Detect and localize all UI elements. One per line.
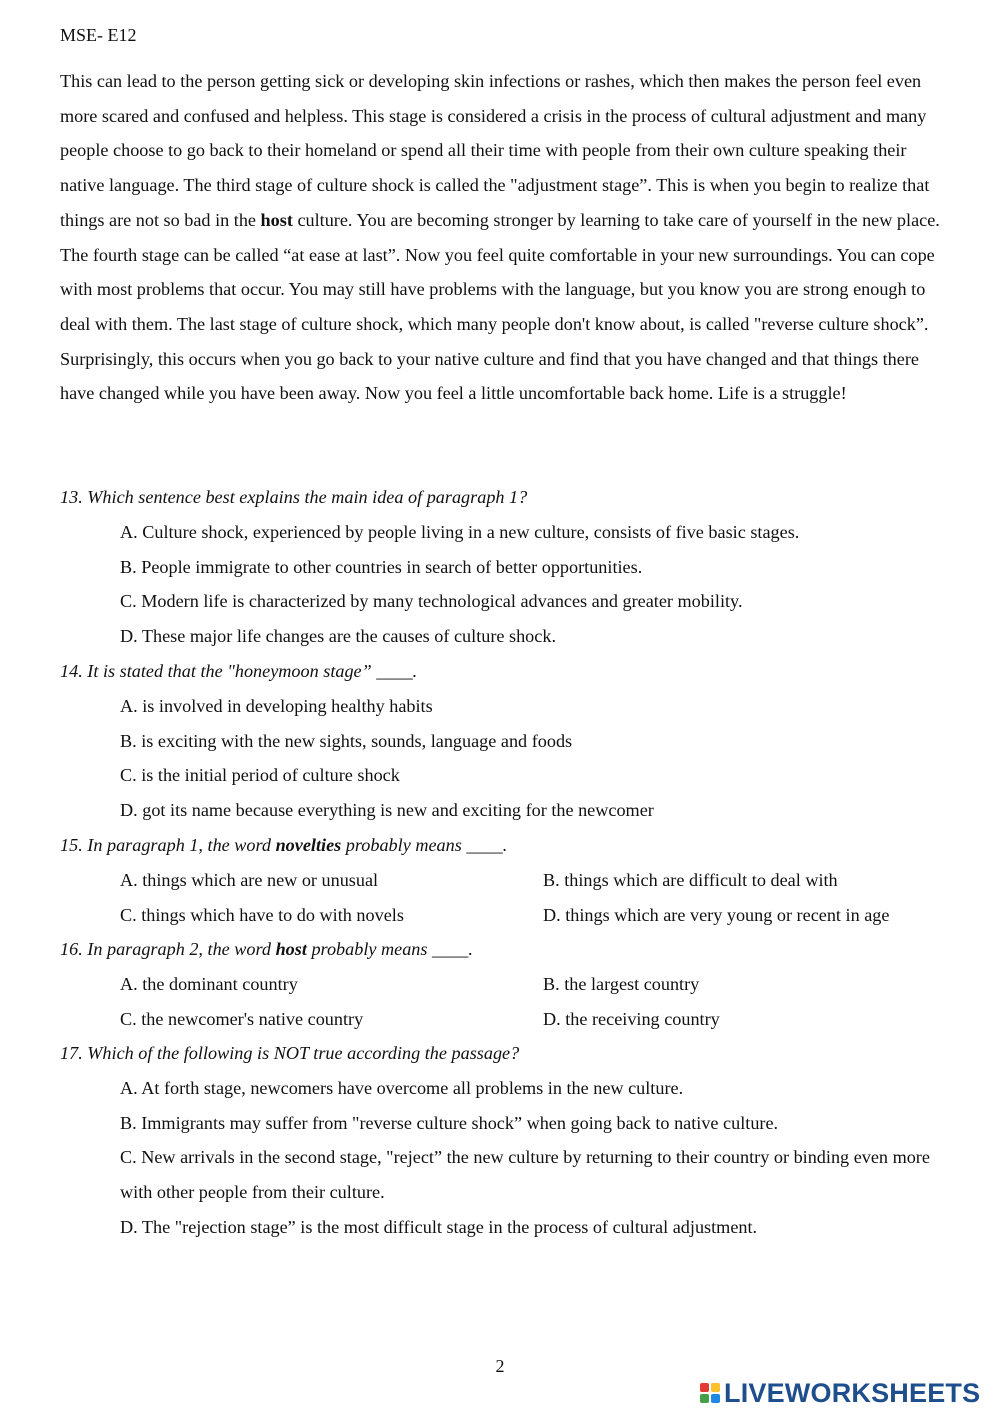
question-15-option-c[interactable]: C. things which have to do with novels xyxy=(120,905,404,925)
question-13-option-a[interactable]: A. Culture shock, experienced by people living in a new culture, consists of five basic stages. xyxy=(120,522,800,542)
question-17-option-c[interactable]: C. New arrivals in the second stage, "reject” the new culture by returning to their country or binding even more with other people from their culture. xyxy=(120,1147,930,1202)
logo-square-blue xyxy=(711,1394,720,1403)
question-15-option-d[interactable]: D. things which are very young or recent in age xyxy=(543,905,890,925)
question-16-stem-end: probably means ____. xyxy=(306,939,473,959)
passage-keyword-host: host xyxy=(260,209,293,230)
question-16-option-c[interactable]: C. the newcomer's native country xyxy=(120,1009,364,1029)
question-13-stem: 13. Which sentence best explains the main idea of paragraph 1? xyxy=(60,487,528,507)
logo-square-yellow xyxy=(711,1383,720,1392)
liveworksheets-logo-text: LIVEWORKSHEETS xyxy=(724,1377,981,1408)
question-16-option-a[interactable]: A. the dominant country xyxy=(120,974,298,994)
question-14-stem: 14. It is stated that the "honeymoon stage” ____. xyxy=(60,661,418,681)
question-16-option-d[interactable]: D. the receiving country xyxy=(543,1009,720,1029)
question-14-option-d[interactable]: D. got its name because everything is new and exciting for the newcomer xyxy=(120,800,654,820)
question-15-keyword: novelties xyxy=(275,835,342,855)
question-15-stem-start: 15. In paragraph 1, the word xyxy=(60,835,276,855)
question-13-option-d[interactable]: D. These major life changes are the causes of culture shock. xyxy=(120,626,556,646)
logo-square-red xyxy=(700,1383,709,1392)
question-15-stem xyxy=(60,835,507,856)
question-16-keyword: host xyxy=(275,939,307,959)
passage-text-part-2: culture. You are becoming stronger by learning to take care of yourself in the new place. The fourth stage can be called “at ease at last”. Now you feel quite comfortable in your new surroundings. You can cope with most problems that occur. You may still have problems with the language, but you know you are strong enough to deal with them. The last stage of culture shock, which many people don't know about, is called "reverse culture shock”. Surprisingly, this occurs when you go back to your native culture and find that you have changed and that things there have changed while you have been away. Now you feel a little uncomfortable back home. Life is a struggle! xyxy=(60,209,940,404)
reading-passage xyxy=(60,64,940,411)
passage-text-part-1: This can lead to the person getting sick or developing skin infections or rashes, which then makes the person feel even more scared and confused and helpless. This stage is considered a crisis in the process of cultural adjustment and many people choose to go back to their homeland or spend all their time with people from their own culture speaking their native language. The third stage of culture shock is called the "adjustment stage”. This is when you begin to realize that things are not so bad in the xyxy=(60,71,930,230)
liveworksheets-logo xyxy=(700,1378,980,1408)
question-14-option-b[interactable]: B. is exciting with the new sights, sounds, language and foods xyxy=(120,731,573,751)
question-15-option-a[interactable]: A. things which are new or unusual xyxy=(120,870,379,890)
question-14-option-c[interactable]: C. is the initial period of culture shock xyxy=(120,765,400,785)
liveworksheets-logo-icon xyxy=(700,1383,720,1403)
question-16-stem-start: 16. In paragraph 2, the word xyxy=(60,939,276,959)
question-17-option-d[interactable]: D. The "rejection stage” is the most difficult stage in the process of cultural adjustment. xyxy=(120,1217,758,1237)
question-15-stem-end: probably means ____. xyxy=(341,835,508,855)
question-16-stem xyxy=(60,939,473,960)
question-17-option-b[interactable]: B. Immigrants may suffer from "reverse culture shock” when going back to native culture. xyxy=(120,1113,779,1133)
question-13-option-b[interactable]: B. People immigrate to other countries in search of better opportunities. xyxy=(120,557,643,577)
question-15-option-b[interactable]: B. things which are difficult to deal with xyxy=(543,870,838,890)
page-number: 2 xyxy=(495,1356,505,1376)
document-code: MSE- E12 xyxy=(60,25,137,45)
question-17-option-a[interactable]: A. At forth stage, newcomers have overcome all problems in the new culture. xyxy=(120,1078,684,1098)
question-16-option-b[interactable]: B. the largest country xyxy=(543,974,700,994)
question-14-option-a[interactable]: A. is involved in developing healthy habits xyxy=(120,696,433,716)
logo-square-green xyxy=(700,1394,709,1403)
question-13-option-c[interactable]: C. Modern life is characterized by many technological advances and greater mobility. xyxy=(120,591,743,611)
question-17-stem: 17. Which of the following is NOT true according the passage? xyxy=(60,1043,520,1063)
